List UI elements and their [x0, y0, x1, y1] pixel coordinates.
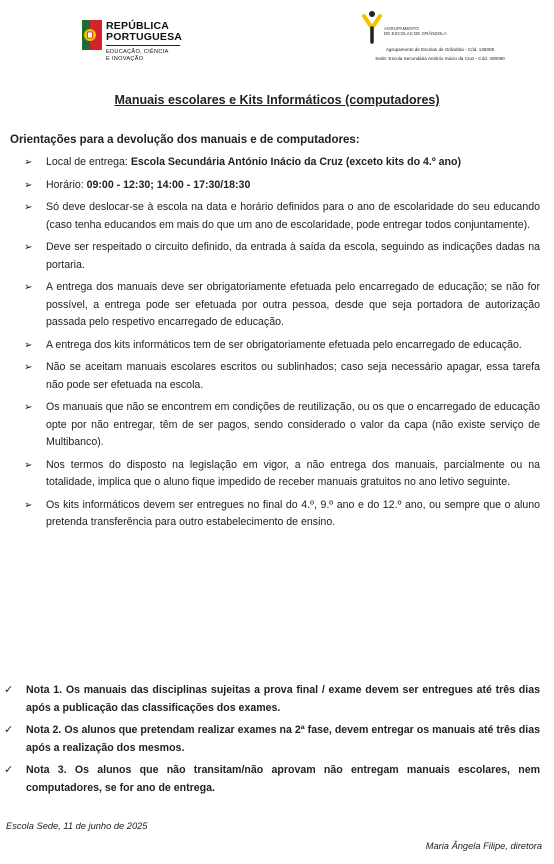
- list-item: ➢ Local de entrega: Escola Secundária António Inácio da Cruz (exceto kits do 4.º ano): [24, 154, 540, 172]
- document-date: Escola Sede, 11 de junho de 2025: [6, 821, 148, 831]
- list-item: ➢ Os kits informáticos devem ser entregues no final do 4.º, 9.º ano e do 12.º ano, ou sempre que o aluno pretenda transferência para outro estabelecimento de ensino.: [24, 498, 540, 528]
- arrow-bullet-icon: ➢: [24, 402, 33, 413]
- school-group-brand: AGRUPAMENTO DE ESCOLAS DE GRÂNDOLA: [384, 26, 447, 36]
- arrow-bullet-icon: ➢: [24, 242, 33, 253]
- school-group-line: Agrupamento de Escolas de Grândola - Cód. 135008: [385, 47, 495, 52]
- arrow-bullet-icon: ➢: [24, 179, 33, 191]
- list-item: ➢ A entrega dos manuais deve ser obrigatoriamente efetuada pelo encarregado de educação; se não for possível, a entrega pode ser efetuada por outra pessoa, desde que seja portadora de autorização passada pelo respetivo encarregado de educação.: [24, 281, 540, 328]
- note-item: ✓ Nota 1. Os manuais das disciplinas sujeitas a prova final / exame devem ser entregues até três dias após a publicação das classificações dos exames.: [4, 681, 540, 717]
- ministry-name: EDUCAÇÃO, CIÊNCIA E INOVAÇÃO: [106, 49, 169, 62]
- check-icon: ✓: [4, 764, 14, 776]
- republica-portuguesa-logo: [82, 18, 197, 68]
- page-header: [0, 0, 554, 80]
- guidelines-list: [24, 154, 540, 537]
- intro-heading: Orientações para a devolução dos manuais e de computadores:: [10, 134, 360, 146]
- note-item: ✓ Nota 3. Os alunos que não transitam/não aprovam não entregam manuais escolares, nem computadores, se for ano de entrega.: [4, 761, 540, 797]
- logo-divider: [106, 45, 180, 46]
- list-item: ➢ Só deve deslocar-se à escola na data e horário definidos para o ano de escolaridade do seu educando (caso tenha educandos em mais do que um ano de escolaridade, pode entregar todos conjuntamente).: [24, 201, 540, 231]
- arrow-bullet-icon: ➢: [24, 282, 33, 293]
- list-item: ➢ A entrega dos kits informáticos tem de ser obrigatoriamente efetuada pelo encarregado de educação.: [24, 337, 540, 355]
- note-item: ✓ Nota 2. Os alunos que pretendam realizar exames na 2ª fase, devem entregar os manuais até três dias após a realização dos mesmos.: [4, 721, 540, 757]
- signature-line: Maria Ângela Filipe, diretora: [425, 841, 542, 851]
- list-item: ➢ Deve ser respeitado o circuito definido, da entrada à saída da escola, seguindo as indicações dadas na portaria.: [24, 241, 540, 271]
- school-group-info: [340, 46, 540, 63]
- arrow-bullet-icon: ➢: [24, 459, 33, 471]
- school-group-logo-icon: [362, 10, 382, 44]
- arrow-bullet-icon: ➢: [24, 339, 33, 351]
- republic-name: REPÚBLICA PORTUGUESA: [106, 20, 183, 43]
- list-item: ➢ Horário: 09:00 - 12:30; 14:00 - 17:30/18:30: [24, 177, 540, 195]
- list-item: ➢ Não se aceitam manuais escolares escritos ou sublinhados; caso seja necessário apagar, essa tarefa não pode ser efetuada na escola.: [24, 361, 540, 391]
- list-item: ➢ Nos termos do disposto na legislação em vigor, a não entrega dos manuais, parcialmente ou na totalidade, implica que o aluno fique impedido de receber manuais gratuitos no ano letivo seguinte.: [24, 458, 540, 488]
- check-icon: ✓: [4, 684, 14, 696]
- document-title: Manuais escolares e Kits Informáticos (computadores): [114, 93, 440, 107]
- school-seat-line: Sede: Escola Secundária António Inácio da Cruz - Cód. 400090: [375, 55, 505, 61]
- arrow-bullet-icon: ➢: [24, 362, 33, 373]
- arrow-bullet-icon: ➢: [24, 499, 33, 511]
- arrow-bullet-icon: ➢: [24, 202, 33, 213]
- arrow-bullet-icon: ➢: [24, 157, 33, 168]
- check-icon: ✓: [4, 724, 14, 736]
- list-item: ➢ Os manuais que não se encontrem em condições de reutilização, ou os que o encarregado de educação opte por não entregar, têm de ser pagos, sendo considerado o valor da capa (não existe serviço de Multibanco).: [24, 401, 540, 448]
- portugal-emblem-icon: [82, 20, 102, 50]
- notes-list: [4, 681, 540, 801]
